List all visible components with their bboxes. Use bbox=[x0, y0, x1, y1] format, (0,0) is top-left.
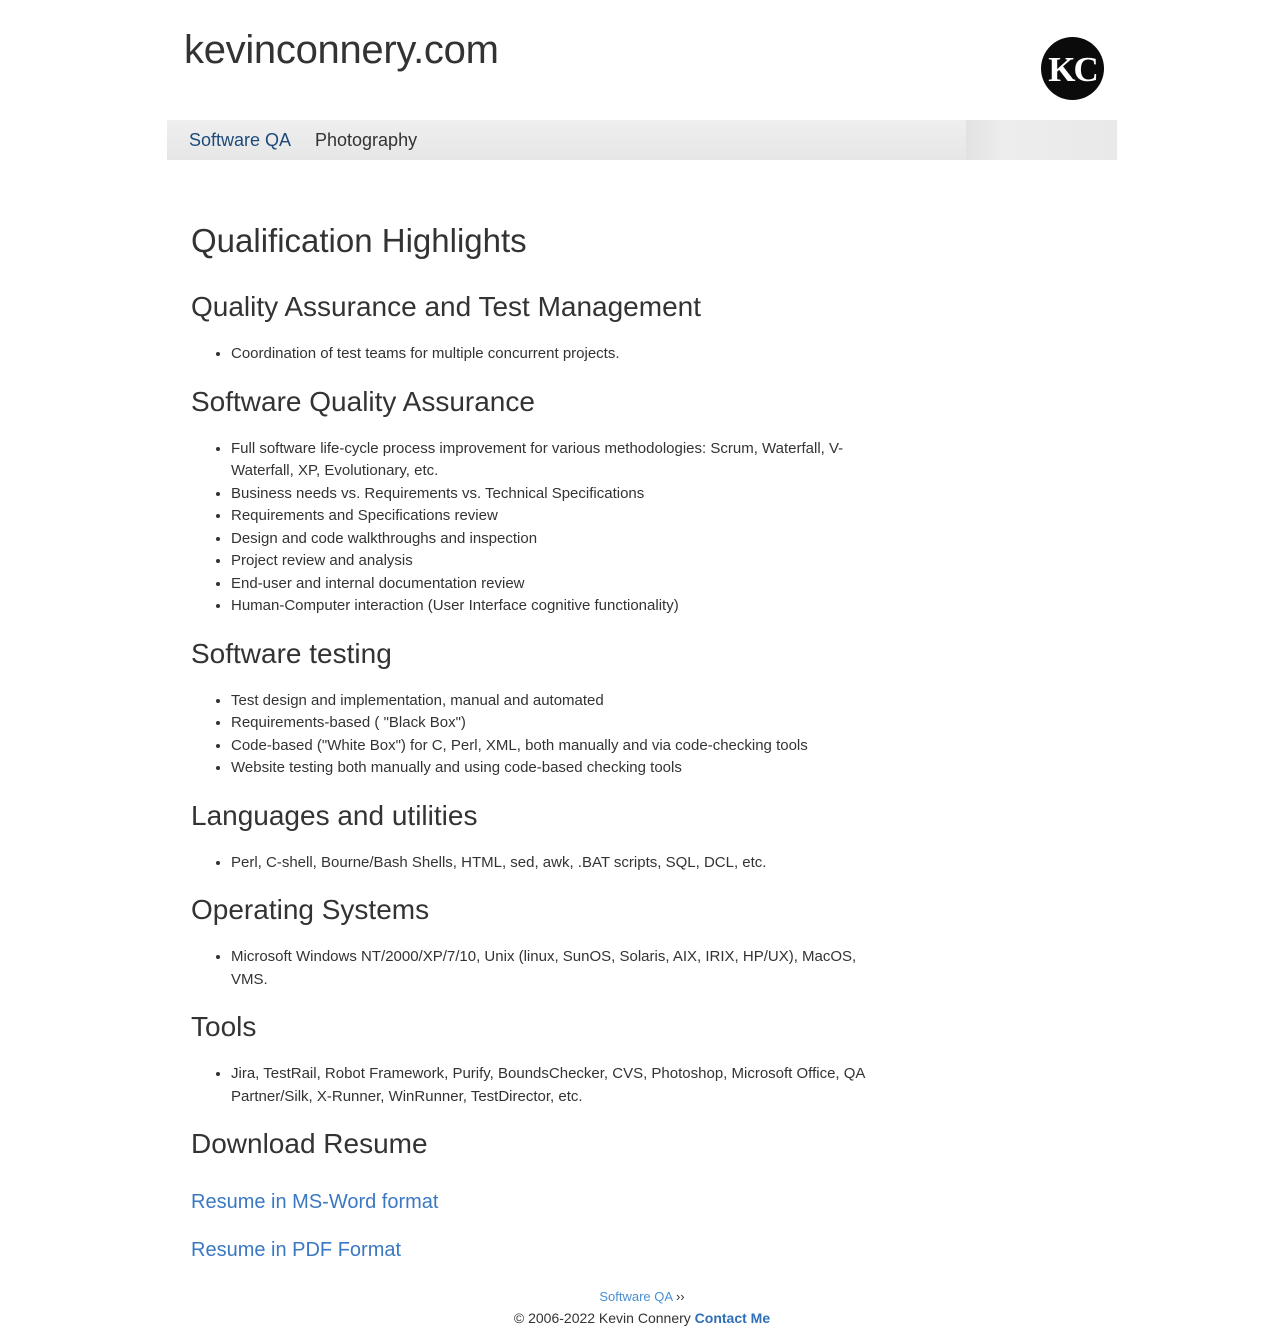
footer-breadcrumb bbox=[0, 1287, 1284, 1307]
section-heading: Software Quality Assurance bbox=[191, 385, 535, 417]
section-list bbox=[191, 438, 871, 618]
section-list bbox=[191, 690, 871, 780]
footer-copyright-line bbox=[0, 1308, 1284, 1328]
list-item: • Website testing both manually and using code-based checking tools bbox=[231, 757, 871, 780]
contact-me-link[interactable]: Contact Me bbox=[694, 1310, 771, 1326]
page-title: Qualification Highlights bbox=[191, 222, 527, 259]
copyright-text: © 2006-2022 Kevin Connery bbox=[513, 1310, 691, 1326]
section-tools bbox=[191, 1007, 871, 1108]
list-item: • Human-Computer interaction (User Interface cognitive functionality) bbox=[231, 595, 871, 618]
logo-text: KC bbox=[1048, 49, 1097, 89]
section-list bbox=[191, 343, 871, 366]
navbar-right-panel bbox=[966, 120, 1117, 160]
section-heading: Tools bbox=[191, 1011, 257, 1042]
section-list bbox=[191, 946, 871, 991]
section-list bbox=[191, 1063, 871, 1108]
section-heading: Quality Assurance and Test Management bbox=[191, 291, 702, 322]
main-content bbox=[191, 215, 871, 1274]
list-item: • Project review and analysis bbox=[231, 550, 871, 573]
site-footer bbox=[0, 1287, 1284, 1328]
section-software-testing bbox=[191, 634, 871, 780]
section-heading: Operating Systems bbox=[191, 894, 430, 925]
list-item: • End-user and internal documentation review bbox=[231, 573, 871, 596]
list-item: • Perl, C-shell, Bourne/Bash Shells, HTML, sed, awk, .BAT scripts, SQL, DCL, etc. bbox=[231, 852, 871, 875]
section-list bbox=[191, 852, 871, 875]
list-item: • Requirements and Specifications review bbox=[231, 505, 871, 528]
breadcrumb-separator: ›› bbox=[675, 1289, 685, 1304]
list-item: • Jira, TestRail, Robot Framework, Purify, BoundsChecker, CVS, Photoshop, Microsoft Office, QA Partner/Silk, X-Runner, WinRunner, TestDirector, etc. bbox=[231, 1063, 871, 1108]
site-header bbox=[167, 0, 1117, 120]
footer-breadcrumb-link[interactable]: Software QA bbox=[599, 1289, 673, 1304]
resume-pdf-link[interactable]: Resume in PDF Format bbox=[191, 1239, 402, 1261]
section-qa-test-management bbox=[191, 287, 871, 366]
kc-logo bbox=[1041, 37, 1104, 100]
list-item: • Microsoft Windows NT/2000/XP/7/10, Unix (linux, SunOS, Solaris, AIX, IRIX, HP/UX), MacOS, VMS. bbox=[231, 946, 871, 991]
section-download-resume bbox=[191, 1124, 871, 1274]
section-languages-utilities bbox=[191, 796, 871, 875]
list-item: • Test design and implementation, manual and automated bbox=[231, 690, 871, 713]
site-title-link[interactable]: kevinconnery.com bbox=[184, 28, 499, 72]
list-item: • Requirements-based ( "Black Box") bbox=[231, 712, 871, 735]
list-item: • Full software life-cycle process improvement for various methodologies: Scrum, Waterfall, V-Waterfall, XP, Evolutionary, etc. bbox=[231, 438, 871, 483]
section-operating-systems bbox=[191, 890, 871, 991]
list-item: • Coordination of test teams for multiple concurrent projects. bbox=[231, 343, 871, 366]
section-heading: Download Resume bbox=[191, 1128, 428, 1159]
main-navigation bbox=[167, 120, 1117, 160]
nav-item-software-qa[interactable]: Software QA bbox=[189, 130, 292, 150]
section-heading: Software testing bbox=[191, 637, 392, 669]
section-heading: Languages and utilities bbox=[191, 799, 478, 831]
list-item: • Business needs vs. Requirements vs. Technical Specifications bbox=[231, 483, 871, 506]
list-item: • Code-based ("White Box") for C, Perl, XML, both manually and via code-checking tools bbox=[231, 735, 871, 758]
nav-item-photography[interactable]: Photography bbox=[315, 130, 418, 150]
list-item: • Design and code walkthroughs and inspection bbox=[231, 528, 871, 551]
resume-word-link[interactable]: Resume in MS-Word format bbox=[191, 1191, 439, 1213]
section-software-qa bbox=[191, 382, 871, 618]
